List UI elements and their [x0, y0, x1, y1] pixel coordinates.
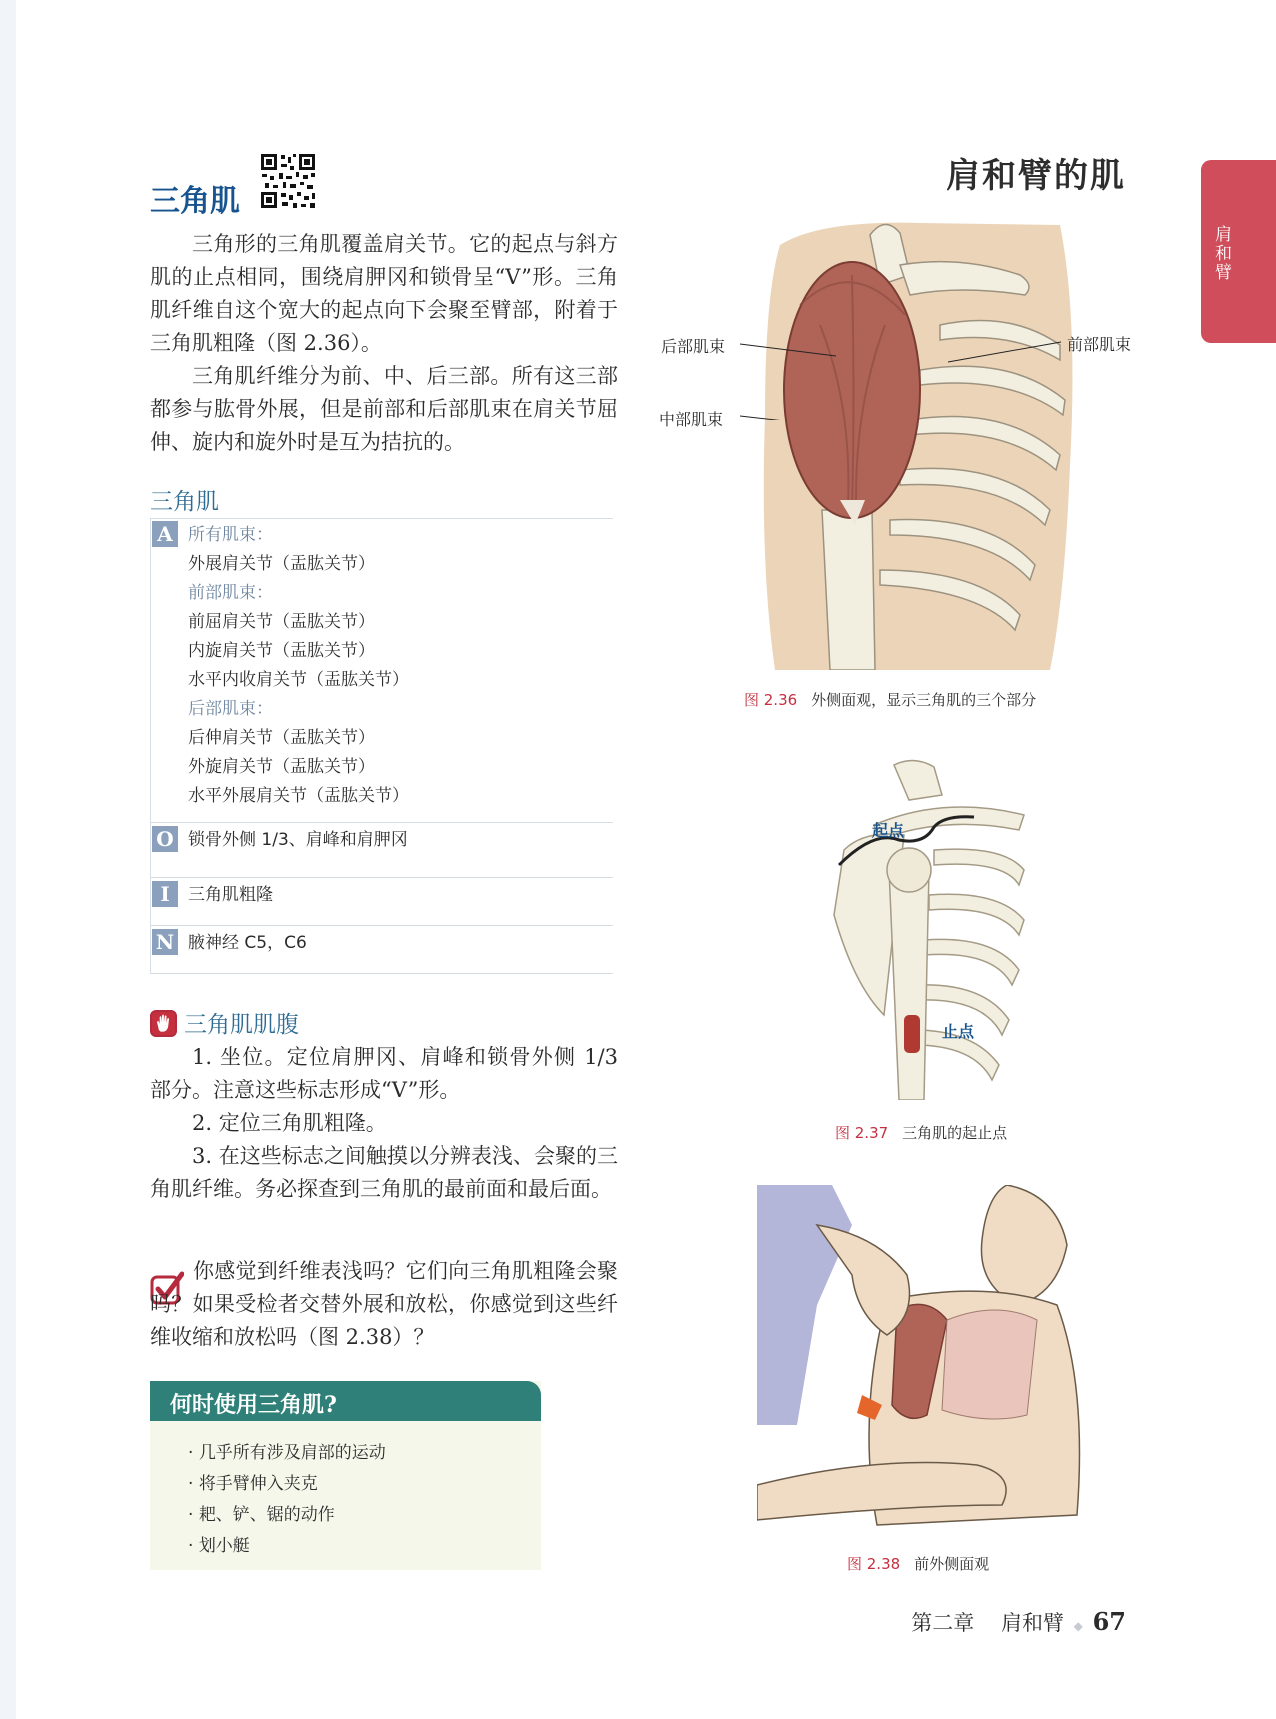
- page-number: 67: [1092, 1607, 1126, 1636]
- figure-2-36-number: 图 2.36: [744, 691, 798, 709]
- qr-code-icon: [259, 152, 317, 210]
- palpation-step-1: 1. 坐位。定位肩胛冈、肩峰和锁骨外侧 1/3 部分。注意这些标志形成“V”形。: [150, 1045, 618, 1102]
- action-line: 外展肩关节（盂肱关节）: [188, 554, 375, 574]
- palpation-step-2: 2. 定位三角肌粗隆。: [192, 1111, 387, 1135]
- label-anterior-fibers: 前部肌束: [1067, 335, 1132, 354]
- usage-item-label: 耙、铲、锯的动作: [198, 1505, 335, 1525]
- usage-box: [150, 1381, 541, 1570]
- hand-icon: [150, 1010, 177, 1037]
- figure-2-37-text: 三角肌的起止点: [902, 1124, 1008, 1142]
- table-title: 三角肌: [150, 489, 219, 515]
- figure-2-37-number: 图 2.37: [835, 1124, 889, 1142]
- action-line: 水平内收肩关节（盂肱关节）: [188, 670, 409, 690]
- table-divider: [150, 973, 613, 974]
- action-line: 外旋肩关节（盂肱关节）: [188, 757, 375, 777]
- action-line: 内旋肩关节（盂肱关节）: [188, 641, 375, 661]
- palpation-title: 三角肌肌腹: [184, 1012, 299, 1038]
- figure-2-36-text: 外侧面观，显示三角肌的三个部分: [811, 691, 1037, 709]
- footer-part: 肩和臂: [1000, 1611, 1064, 1635]
- side-tab-label: 肩和臂: [1211, 225, 1231, 282]
- figure-2-37-illustration: [814, 755, 1034, 1100]
- nerve-badge: N: [152, 929, 178, 955]
- usage-item: · 耙、铲、锯的动作: [188, 1505, 335, 1525]
- figure-2-38-text: 前外侧面观: [914, 1555, 990, 1573]
- action-line: 后伸肩关节（盂肱关节）: [188, 728, 375, 748]
- diamond-icon: ◆: [1073, 1619, 1083, 1633]
- figure-2-38-number: 图 2.38: [847, 1555, 901, 1573]
- figure-2-36-illustration: [760, 215, 1080, 670]
- label-origin: 起点: [872, 821, 905, 840]
- action-line: 前屈肩关节（盂肱关节）: [188, 612, 375, 632]
- action-line: 水平外展肩关节（盂肱关节）: [188, 786, 409, 806]
- insertion-badge: I: [152, 881, 178, 907]
- table-divider: [150, 822, 613, 823]
- section-title: 三角肌: [150, 184, 240, 219]
- origin-badge: O: [152, 826, 178, 852]
- page-footer: [911, 1607, 1126, 1637]
- table-divider: [150, 877, 613, 878]
- figure-2-36-leader-lines: [738, 340, 878, 420]
- page-edge: [0, 0, 16, 1719]
- action-line: 所有肌束：: [188, 525, 273, 545]
- table-divider: [150, 925, 613, 926]
- usage-item: · 几乎所有涉及肩部的运动: [188, 1443, 386, 1463]
- usage-item: · 将手臂伸入夹克: [188, 1474, 318, 1494]
- figure-2-36-caption: [744, 689, 1036, 710]
- table-divider: [150, 518, 613, 519]
- intro-paragraph-1: 三角形的三角肌覆盖肩关节。它的起点与斜方肌的止点相同，围绕肩胛冈和锁骨呈“V”形。三角肌纤维自这个宽大的起点向下会聚至臂部，附着于三角肌粗隆（图 2.36）。: [150, 232, 618, 355]
- usage-item-label: 划小艇: [198, 1536, 250, 1556]
- action-line: 后部肌束：: [188, 699, 273, 719]
- usage-title: 何时使用三角肌?: [170, 1392, 337, 1418]
- label-middle-fibers: 中部肌束: [659, 410, 724, 429]
- figure-2-36-leader-line-anterior: [946, 340, 1066, 370]
- action-line: 前部肌束：: [188, 583, 273, 603]
- action-badge: A: [152, 521, 178, 547]
- palpation-step-3: 3. 在这些标志之间触摸以分辨表浅、会聚的三角肌纤维。务必探查到三角肌的最前面和最后面。: [150, 1144, 618, 1201]
- footer-chapter: 第二章: [911, 1611, 975, 1635]
- label-insertion: 止点: [942, 1022, 975, 1041]
- insertion-text: 三角肌粗隆: [188, 885, 273, 905]
- figure-2-38-caption: [847, 1553, 989, 1574]
- chapter-title: 肩和臂的肌: [946, 156, 1126, 196]
- usage-header: [150, 1381, 541, 1421]
- figure-2-37-caption: [835, 1122, 1007, 1143]
- label-posterior-fibers: 后部肌束: [661, 337, 726, 356]
- origin-text: 锁骨外侧 1/3、肩峰和肩胛冈: [188, 830, 408, 850]
- usage-item-label: 将手臂伸入夹克: [198, 1474, 318, 1494]
- check-text: 你感觉到纤维表浅吗？它们向三角肌粗隆会聚吗？如果受检者交替外展和放松，你感觉到这些纤维收缩和放松吗（图 2.38）？: [150, 1259, 618, 1349]
- table-left-rule: [150, 518, 151, 973]
- figure-2-38-illustration: [757, 1185, 1097, 1530]
- usage-item: · 划小艇: [188, 1536, 250, 1556]
- usage-item-label: 几乎所有涉及肩部的运动: [198, 1443, 386, 1463]
- nerve-text: 腋神经 C5，C6: [188, 933, 307, 953]
- intro-paragraph-2: 三角肌纤维分为前、中、后三部。所有这三部都参与肱骨外展，但是前部和后部肌束在肩关节屈伸、旋内和旋外时是互为拮抗的。: [150, 364, 618, 454]
